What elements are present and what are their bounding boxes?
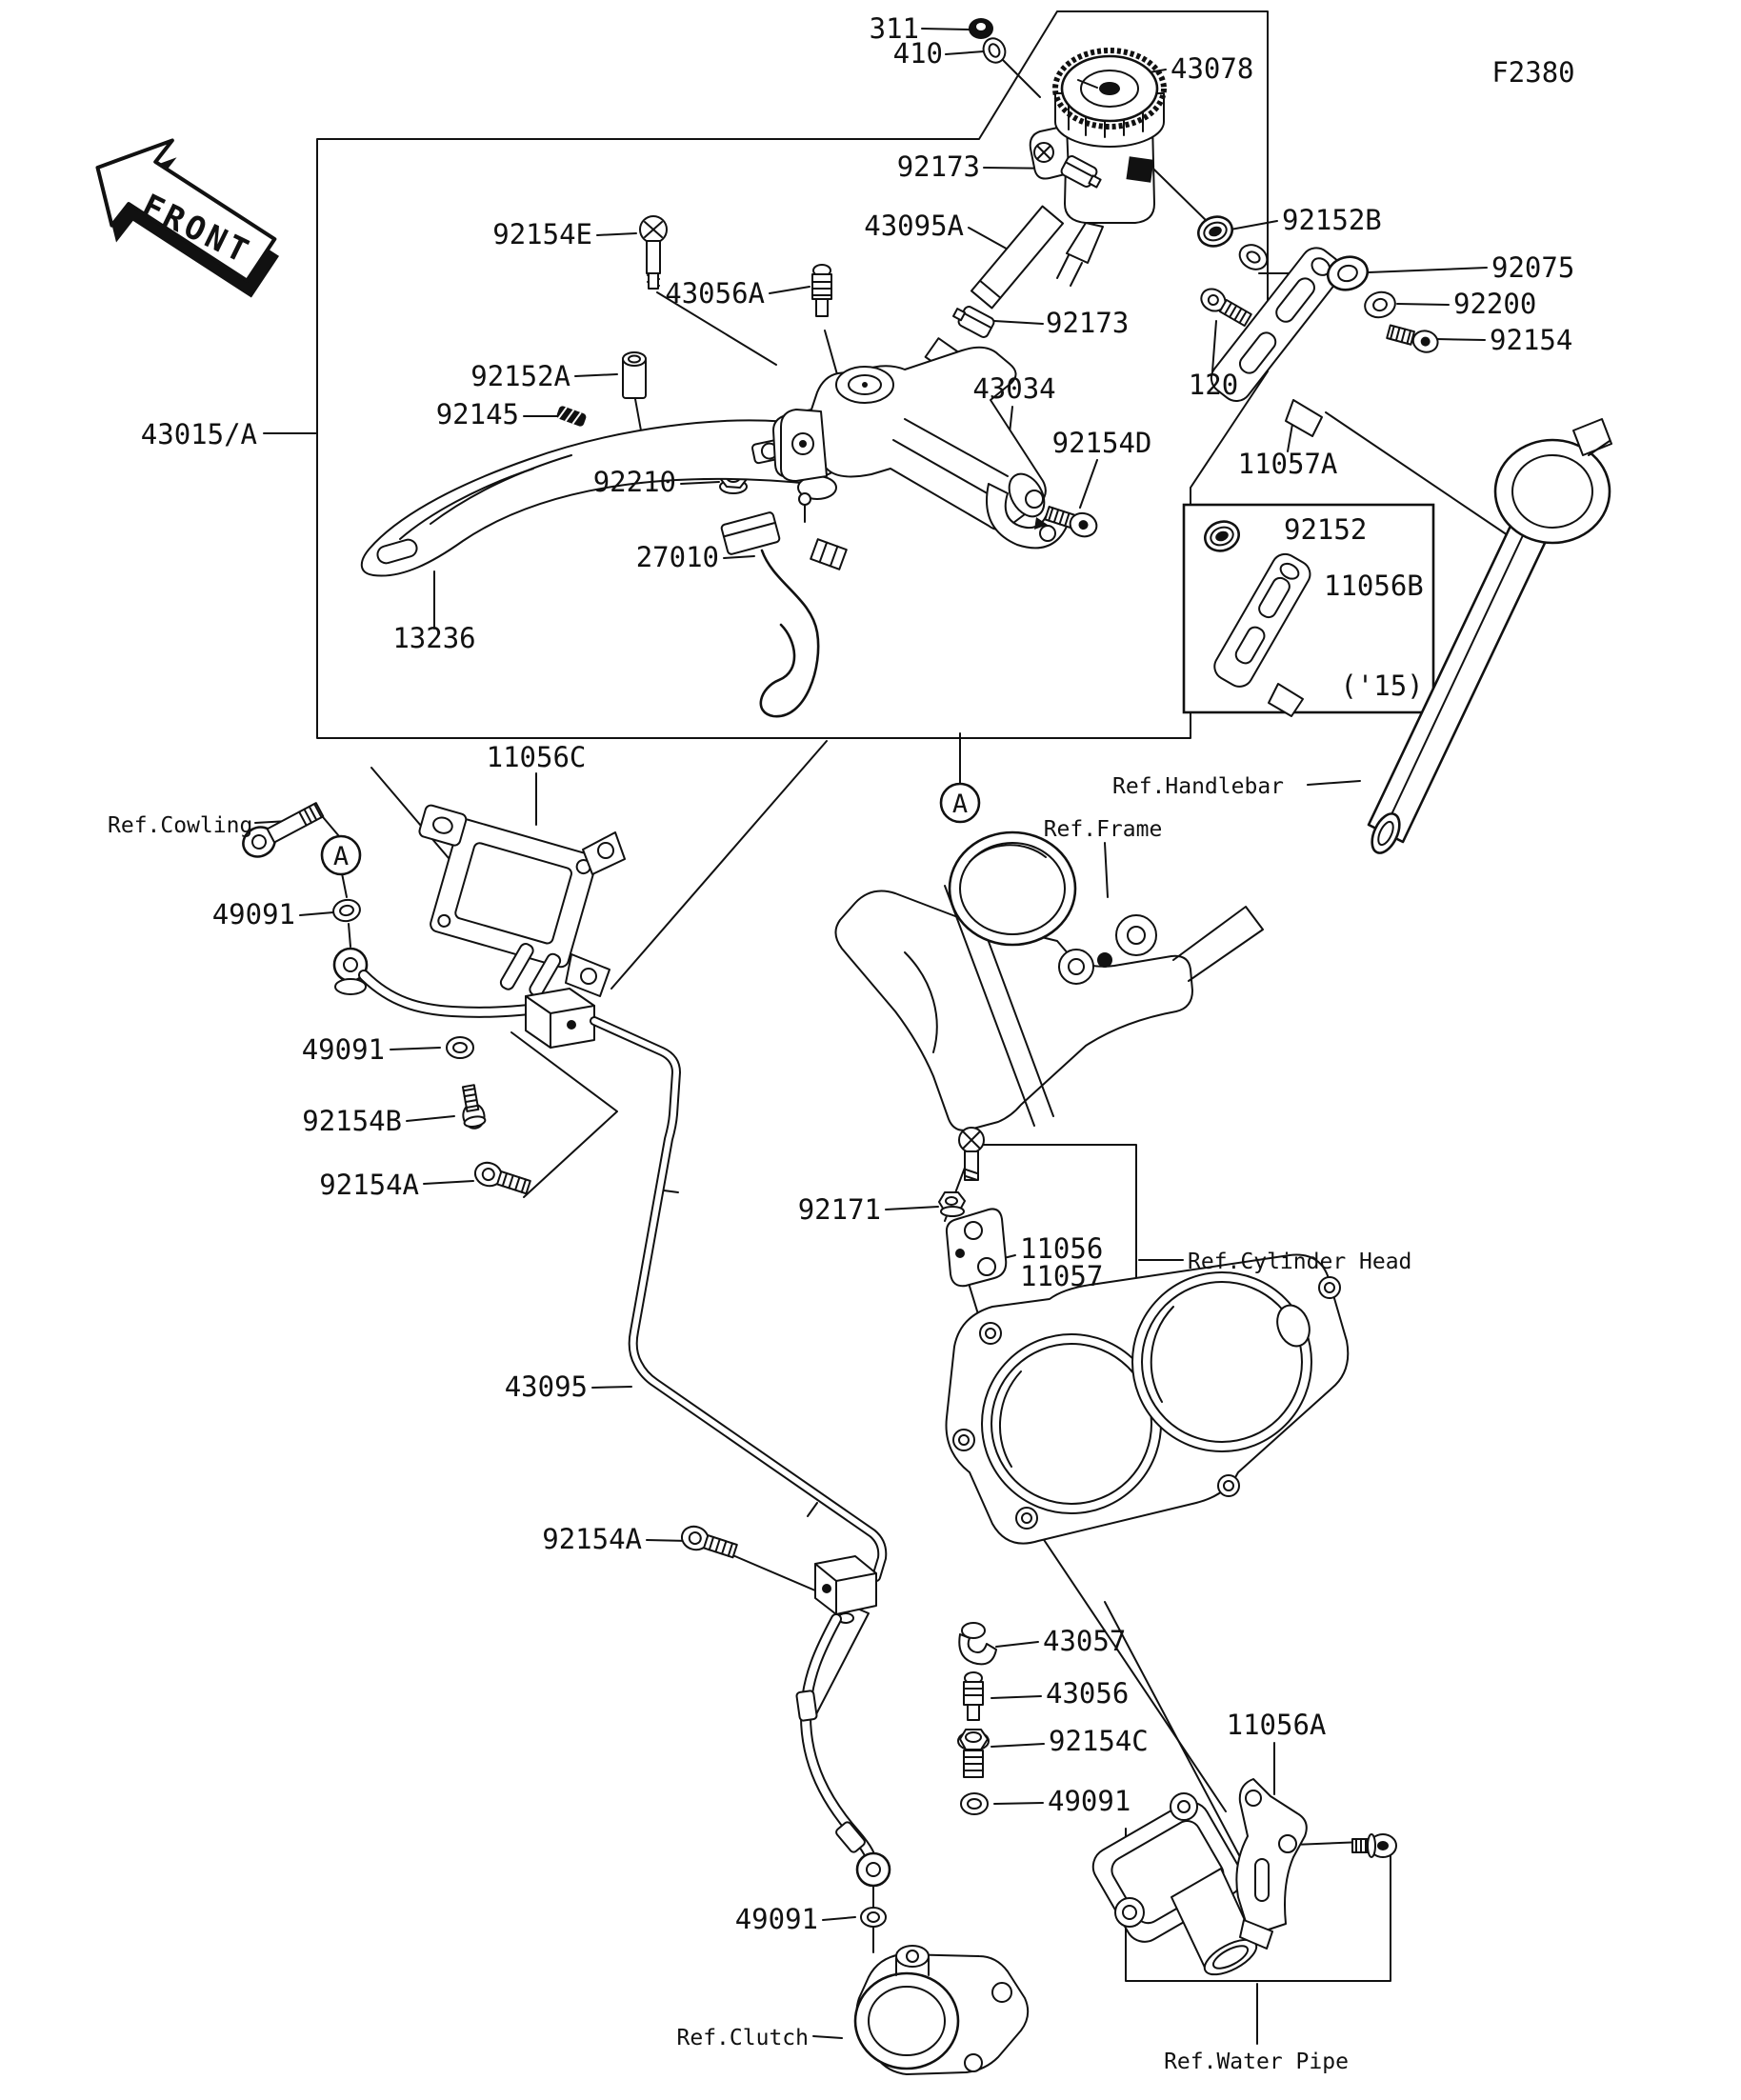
hose-43095a (971, 207, 1063, 309)
bracket-11056-11057 (947, 1209, 1006, 1286)
clutch-hose-lower (796, 1619, 890, 1886)
callout-92154c: 92154C (1049, 1725, 1149, 1757)
washer-49091-2 (447, 1037, 473, 1058)
bolt-92154b (458, 1084, 486, 1130)
callout-92154a-2: 92154A (542, 1523, 642, 1555)
leader-lines (255, 29, 1508, 2044)
cylinder-head-gasket (947, 1255, 1349, 1544)
frame-steering-head (835, 832, 1263, 1130)
callout-11057: 11057 (1020, 1260, 1104, 1292)
callout-11056: 11056 (1020, 1232, 1104, 1265)
callout-92145: 92145 (435, 398, 519, 430)
ref-water-pipe: Ref.Water Pipe (1164, 2050, 1349, 2074)
ref-clutch: Ref.Clutch (676, 2026, 809, 2050)
callout-11056c: 11056C (486, 741, 587, 773)
callout-92154e: 92154E (492, 218, 592, 250)
spring-pin-92145 (556, 405, 588, 427)
bolt-92154a-2 (679, 1523, 739, 1562)
callout-92173-2: 92173 (1046, 307, 1130, 339)
callout-43078: 43078 (1171, 52, 1254, 85)
callout-92152b: 92152B (1282, 204, 1382, 236)
callout-13236: 13236 (392, 622, 476, 654)
bleeder-valve-43056 (964, 1672, 983, 1720)
ref-cowling: Ref.Cowling (108, 813, 253, 838)
bolt-92154e (640, 216, 667, 289)
callout-43015: 43015/A (140, 418, 257, 450)
junction-block-upper (526, 989, 594, 1048)
callout-92171: 92171 (797, 1193, 881, 1226)
callout-92075: 92075 (1491, 251, 1575, 284)
fitting-43057 (959, 1623, 996, 1664)
clutch-pipe-43095 (594, 1021, 882, 1577)
callout-92210: 92210 (592, 466, 676, 498)
callout-27010: 27010 (635, 541, 719, 573)
bolt-92154 (1386, 322, 1440, 355)
detail-marker-a1 (322, 836, 360, 874)
grommet-92152b (1194, 212, 1236, 251)
callout-11056b: 11056B (1324, 570, 1424, 602)
collar-92152a (623, 352, 646, 398)
washer-49091-1 (331, 898, 361, 924)
callout-120: 120 (1188, 369, 1239, 401)
banjo-bolt-92154c (958, 1730, 989, 1777)
front-arrow-label: FRONT (135, 187, 258, 272)
figure-code: F2380 (1491, 56, 1575, 89)
callout-49091-2: 49091 (301, 1033, 385, 1066)
callout-92154d: 92154D (1051, 427, 1152, 459)
ref-cylinder-head: Ref.Cylinder Head (1188, 1250, 1412, 1274)
callout-92152a: 92152A (470, 360, 570, 392)
callout-43057: 43057 (1043, 1625, 1127, 1657)
clutch-slave-cylinder (855, 1946, 1028, 2074)
switch-27010 (721, 511, 847, 716)
callout-410: 410 (892, 37, 943, 70)
bracket-11057a (1205, 240, 1347, 436)
callout-92173-1: 92173 (896, 150, 980, 183)
callout-11056a: 11056A (1226, 1709, 1327, 1741)
callout-311: 311 (869, 12, 919, 45)
ref-handlebar: Ref.Handlebar (1112, 774, 1285, 799)
bracket-11056a (1236, 1779, 1306, 1949)
bracket-11056c (394, 804, 625, 1006)
clutch-hose-upper (334, 949, 530, 1012)
bolt-water-pipe (1352, 1834, 1396, 1857)
callout-49091-3: 49091 (1048, 1785, 1131, 1817)
bolt-92154a-1 (472, 1159, 532, 1198)
detail-a2-label: A (951, 790, 969, 819)
callout-43095: 43095 (504, 1370, 588, 1403)
callout-92154b: 92154B (302, 1105, 402, 1137)
clutch-lever-13236 (362, 420, 842, 575)
callout-92152: 92152 (1284, 513, 1368, 546)
callout-43034: 43034 (972, 372, 1056, 405)
callout-92154a-1: 92154A (319, 1169, 419, 1201)
washer-49091-3 (961, 1793, 988, 1814)
callout-43095a: 43095A (864, 210, 964, 242)
washer-92200 (1362, 289, 1398, 320)
front-arrow (71, 116, 304, 310)
callout-92154: 92154 (1490, 324, 1573, 356)
bolt-120 (1197, 285, 1253, 330)
water-pipe-fitting (1086, 1793, 1261, 1982)
hose-clamp-92173-lower (951, 302, 996, 339)
callout-92200: 92200 (1453, 288, 1537, 320)
callout-43056: 43056 (1046, 1677, 1130, 1710)
reservoir-43078 (1031, 50, 1164, 286)
bleeder-valve-43056a (812, 265, 831, 316)
callout-11057a: 11057A (1237, 448, 1338, 480)
year-note: ('15) (1340, 670, 1424, 702)
callout-49091-1: 49091 (211, 898, 295, 930)
detail-marker-a2 (941, 784, 979, 822)
callout-49091-4: 49091 (734, 1903, 818, 1935)
ref-frame: Ref.Frame (1043, 817, 1163, 842)
callout-43056a: 43056A (665, 277, 765, 310)
washer-49091-4 (861, 1908, 886, 1927)
detail-a1-label: A (332, 842, 350, 871)
nut-92171 (939, 1192, 965, 1216)
nut-311 (969, 18, 993, 39)
